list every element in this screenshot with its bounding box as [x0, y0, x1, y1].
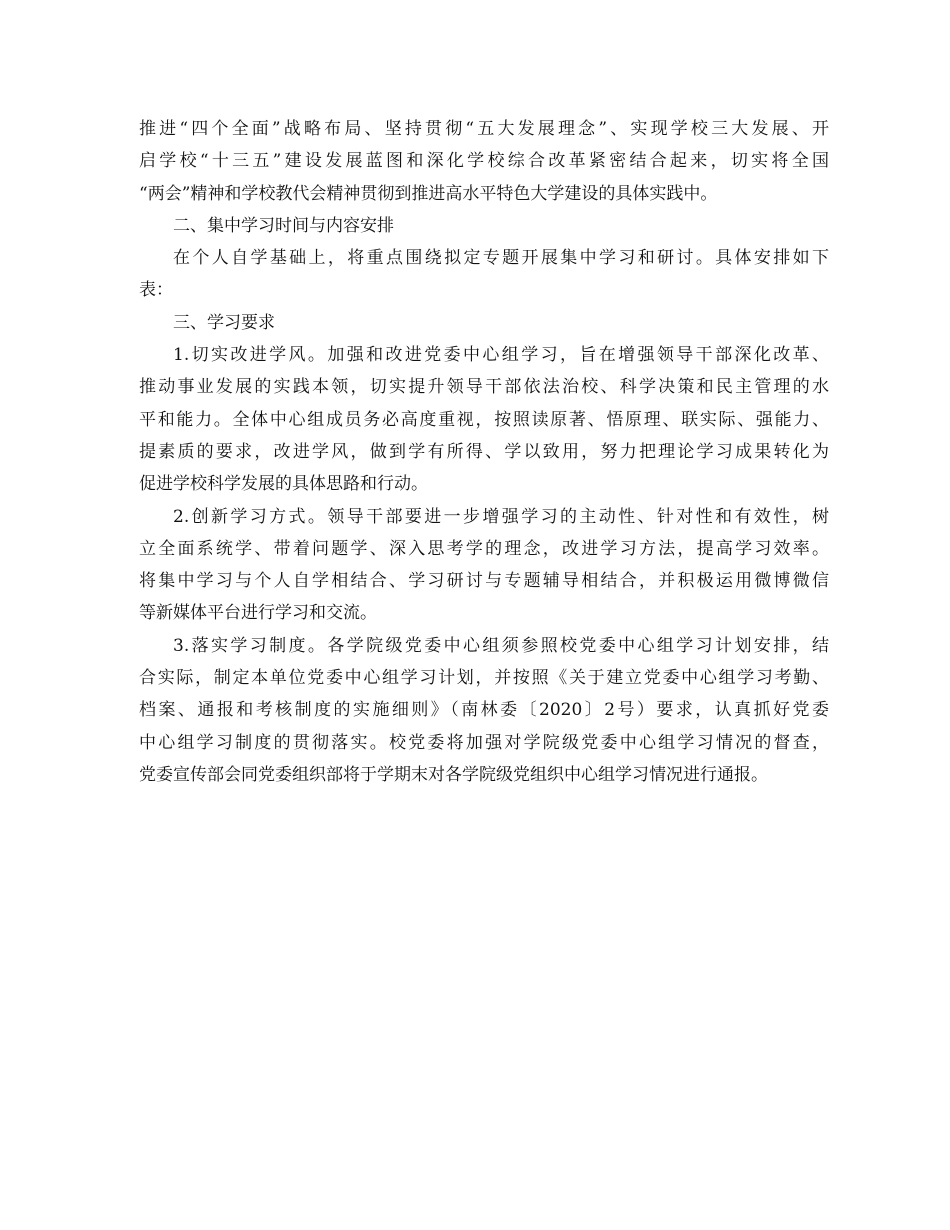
text-line: 合实际，制定本单位党委中心组学习计划，并按照《关于建立党委中心组学习考勤、 — [139, 668, 829, 689]
text-line: 平和能力。全体中心组成员务必高度重视，按照读原著、悟原理、联实际、强能力、 — [139, 409, 829, 430]
text-line: 促进学校科学发展的具体思路和行动。 — [139, 474, 428, 495]
document-body — [139, 113, 829, 791]
text-line: 立全面系统学、带着问题学、深入思考学的理念，改进学习方法，提高学习效率。 — [139, 538, 829, 559]
text-line: 等新媒体平台进行学习和交流。 — [139, 603, 377, 624]
section-heading: 三、学习要求 — [173, 312, 275, 333]
text-line: 党委宣传部会同党委组织部将于学期末对各学院级党组织中心组学习情况进行通报。 — [139, 764, 768, 785]
text-line: 2.创新学习方式。领导干部要进一步增强学习的主动性、针对性和有效性，树 — [173, 506, 829, 527]
text-line: 表： — [139, 280, 173, 301]
text-line: 推进“四个全面”战略布局、坚持贯彻“五大发展理念”、实现学校三大发展、开 — [139, 119, 829, 139]
text-line: “两会”精神和学校教代会精神贯彻到推进高水平特色大学建设的具体实践中。 — [139, 183, 718, 204]
text-line: 启学校“十三五”建设发展蓝图和深化学校综合改革紧密结合起来，切实将全国 — [139, 151, 829, 172]
text-line: 在个人自学基础上，将重点围绕拟定专题开展集中学习和研讨。具体安排如下 — [173, 248, 829, 269]
text-line: 档案、通报和考核制度的实施细则》（南林委〔2020〕2号）要求，认真抓好党委 — [139, 700, 829, 721]
text-line: 中心组学习制度的贯彻落实。校党委将加强对学院级党委中心组学习情况的督查， — [139, 732, 829, 753]
text-line: 将集中学习与个人自学相结合、学习研讨与专题辅导相结合，并积极运用微博微信 — [139, 571, 829, 592]
text-line: 推动事业发展的实践本领，切实提升领导干部依法治校、科学决策和民主管理的水 — [139, 377, 829, 398]
section-heading: 二、集中学习时间与内容安排 — [173, 215, 394, 236]
text-line: 提素质的要求，改进学风，做到学有所得、学以致用，努力把理论学习成果转化为 — [139, 441, 829, 462]
text-line: 1.切实改进学风。加强和改进党委中心组学习，旨在增强领导干部深化改革、 — [173, 345, 829, 366]
text-line: 3.落实学习制度。各学院级党委中心组须参照校党委中心组学习计划安排，结 — [173, 635, 829, 656]
